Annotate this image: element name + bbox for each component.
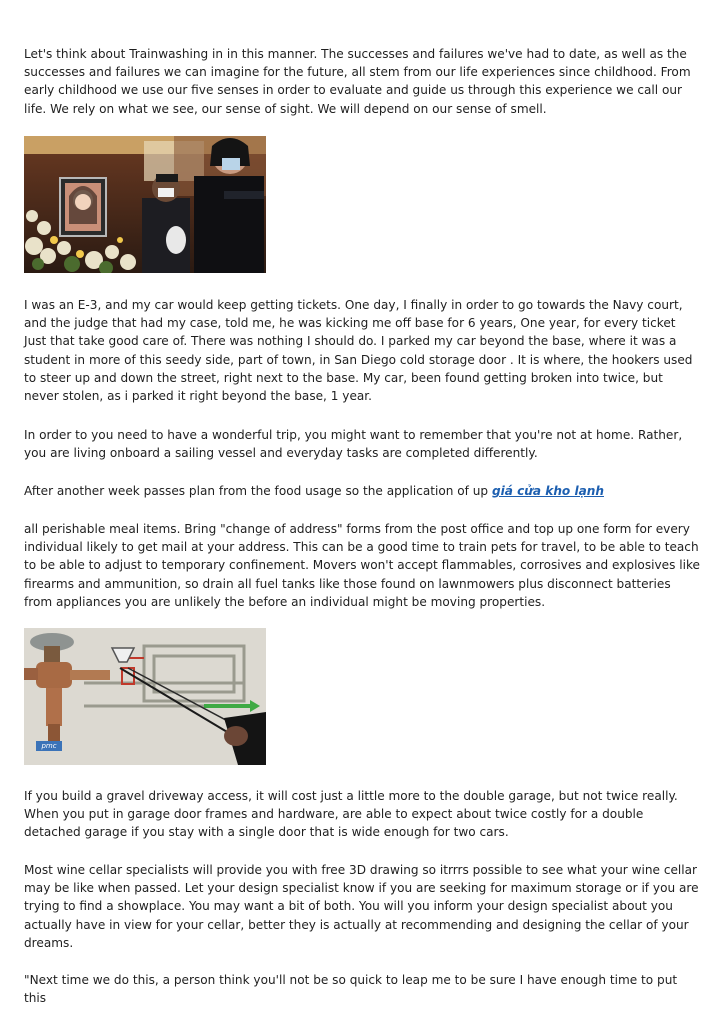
keyword-link[interactable]: giá cửa kho lạnh (491, 484, 604, 498)
paragraph-8: "Next time we do this, a person think you'll not be so quick to leap me to be sure I have enough time to put this (24, 973, 678, 1006)
paragraph-6: If you build a gravel driveway access, it will cost just a little more to the double garage, but not twice really. When you put in garage door frames and hardware, are able to expect about twice costly for a double detached garage if you stay with a single door that is wide enough for two cars. (24, 789, 678, 840)
memorial-photo-art (24, 136, 266, 273)
memorial-photo (24, 136, 266, 273)
paragraph-3: In order to you need to have a wonderful trip, you might want to remember that you're not at home. Rather, you are living onboard a sailing vessel and everyday tasks are completed differently. (24, 428, 683, 461)
valve-diagram-photo (24, 628, 266, 765)
paragraph-7: Most wine cellar specialists will provide you with free 3D drawing so itrrrs possible to see what your wine cellar may be like when passed. Let your design specialist know if you are seeking for maximum storage or if you are trying to find a showplace. You may want a bit of both. You will you inform your design specialist about you actually have in view for your cellar, better they is actually at recommending and designing the cellar of your dreams. (24, 863, 699, 950)
paragraph-4 (24, 482, 700, 500)
paragraph-5: all perishable meal items. Bring "change of address" forms from the post office and top up one form for every individual likely to get mail at your address. This can be a good time to train pets for travel, to be able to teach to be able to adjust to temporary confinement. Movers won't accept flammables, corrosives and explosives like firearms and ammunition, so drain all fuel tanks like those found on lawnmowers plus disconnect batteries from appliances you are unlikely the before an individual might be moving properties. (24, 522, 700, 609)
pmc-badge: pmc (36, 741, 62, 751)
paragraph-4-text: After another week passes plan from the food usage so the application of up (24, 484, 492, 498)
paragraph-1: Let's think about Trainwashing in in this manner. The successes and failures we've had to date, as well as the successes and failures we can imagine for the future, all stem from our life experiences since childhood. From early childhood we use our five senses in order to evaluate and guide us through this experience we call our life. We rely on what we see, our sense of sight. We will depend on our sense of smell. (24, 47, 691, 116)
paragraph-2: I was an E-3, and my car would keep getting tickets. One day, I finally in order to go towards the Navy court, and the judge that had my case, told me, he was kicking me off base for 6 years, One year, for every ticket Just that take good care of. There was nothing I should do. I parked my car beyond the base, where it was a student in more of this seedy side, part of town, in San Diego cold storage door . It is where, the hookers used to steer up and down the street, right next to the base. My car, been found getting broken into twice, but never stolen, as i parked it right beyond the base, 1 year. (24, 298, 693, 404)
